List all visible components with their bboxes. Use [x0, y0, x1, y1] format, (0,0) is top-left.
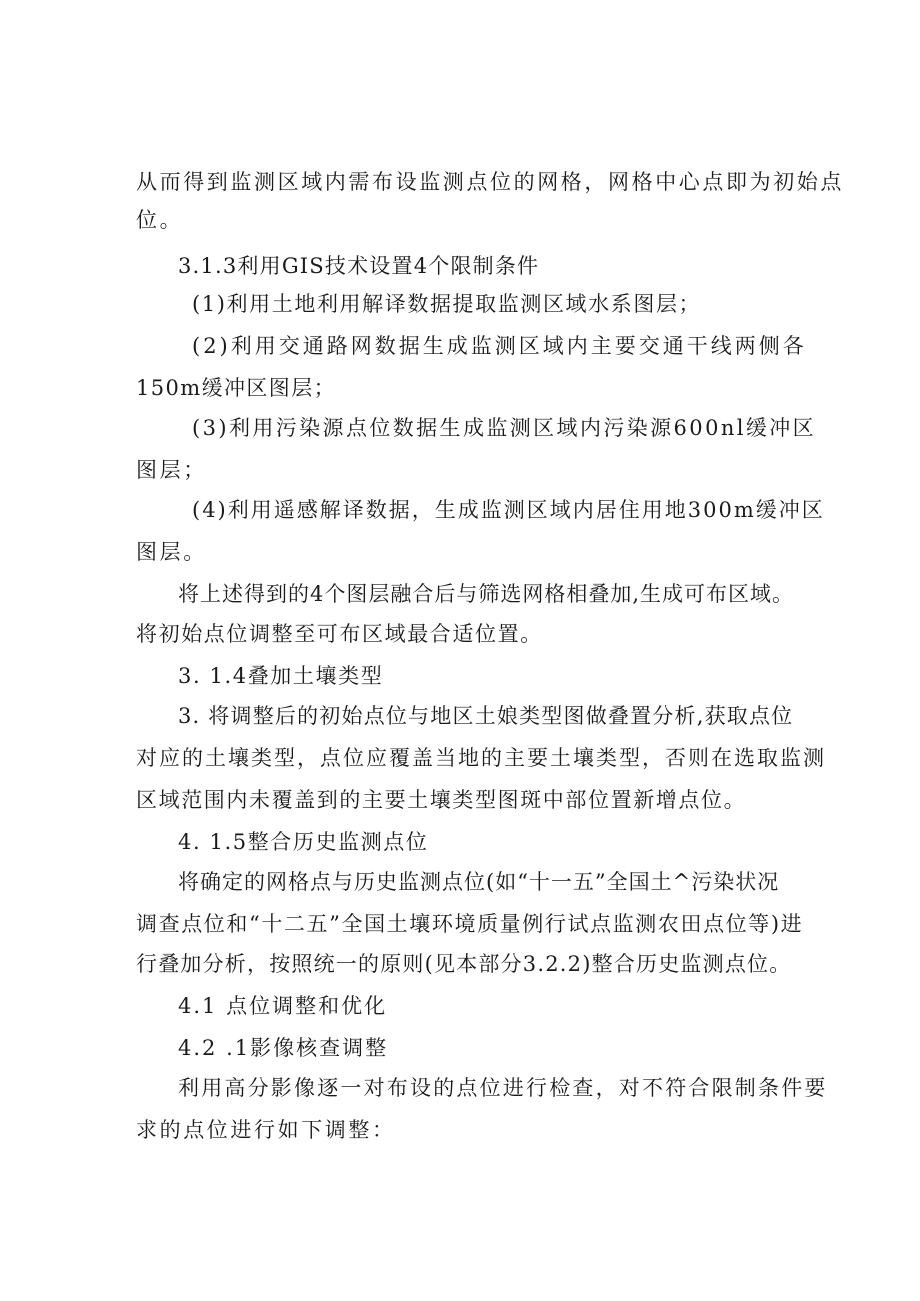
paragraph-line: 位。 [136, 208, 184, 232]
paragraph-line: 将确定的网格点与历史监测点位(如“十一五”全国土^污染状况 [178, 870, 780, 894]
paragraph-line: 行叠加分析，按照统一的原则(见本部分3.2.2)整合历史监测点位。 [136, 952, 792, 976]
list-item-line: (4)利用遥感解译数据，生成监测区域内居住用地300m缓冲区 [192, 498, 825, 522]
list-item-line: (3)利用污染源点位数据生成监测区域内污染源600nl缓冲区 [192, 416, 817, 440]
paragraph-line: 调查点位和“十二五”全国土壤环境质量例行试点监测农田点位等)进 [136, 912, 804, 936]
paragraph-line: 求的点位进行如下调整： [136, 1118, 396, 1142]
paragraph-line: 将上述得到的4个图层融合后与筛选网格相叠加,生成可布区域。 [178, 582, 795, 606]
paragraph-line: 将初始点位调整至可布区域最合适位置。 [136, 622, 543, 646]
list-item-line: 图层； [136, 458, 207, 482]
list-item-line: 150m缓冲区图层； [136, 376, 336, 400]
paragraph-line: 从而得到监测区域内需布设监测点位的网格，网格中心点即为初始点 [136, 170, 844, 194]
paragraph-line: 区域范围内未覆盖到的主要土壤类型图斑中部位置新增点位。 [136, 788, 747, 812]
section-heading: 4. 1.5整合历史监测点位 [178, 830, 429, 854]
list-item-line: (1)利用土地利用解译数据提取监测区域水系图层； [192, 292, 702, 316]
paragraph-line: 对应的土壤类型，点位应覆盖当地的主要土壤类型，否则在选取监测 [136, 746, 826, 770]
paragraph-line: 利用高分影像逐一对布设的点位进行检查，对不符合限制条件要 [178, 1076, 828, 1100]
section-heading: 3.1.3利用GIS技术设置4个限制条件 [178, 254, 540, 278]
list-item-line: (2)利用交通路网数据生成监测区域内主要交通干线两侧各 [192, 334, 807, 358]
list-item-line: 图层。 [136, 540, 207, 564]
section-heading: 4.2 .1影像核查调整 [178, 1036, 389, 1060]
section-heading: 3. 1.4叠加土壤类型 [178, 664, 384, 688]
section-heading: 4.1 点位调整和优化 [178, 994, 388, 1018]
paragraph-line: 3. 将调整后的初始点位与地区土娘类型图做叠置分析,获取点位 [178, 704, 794, 728]
